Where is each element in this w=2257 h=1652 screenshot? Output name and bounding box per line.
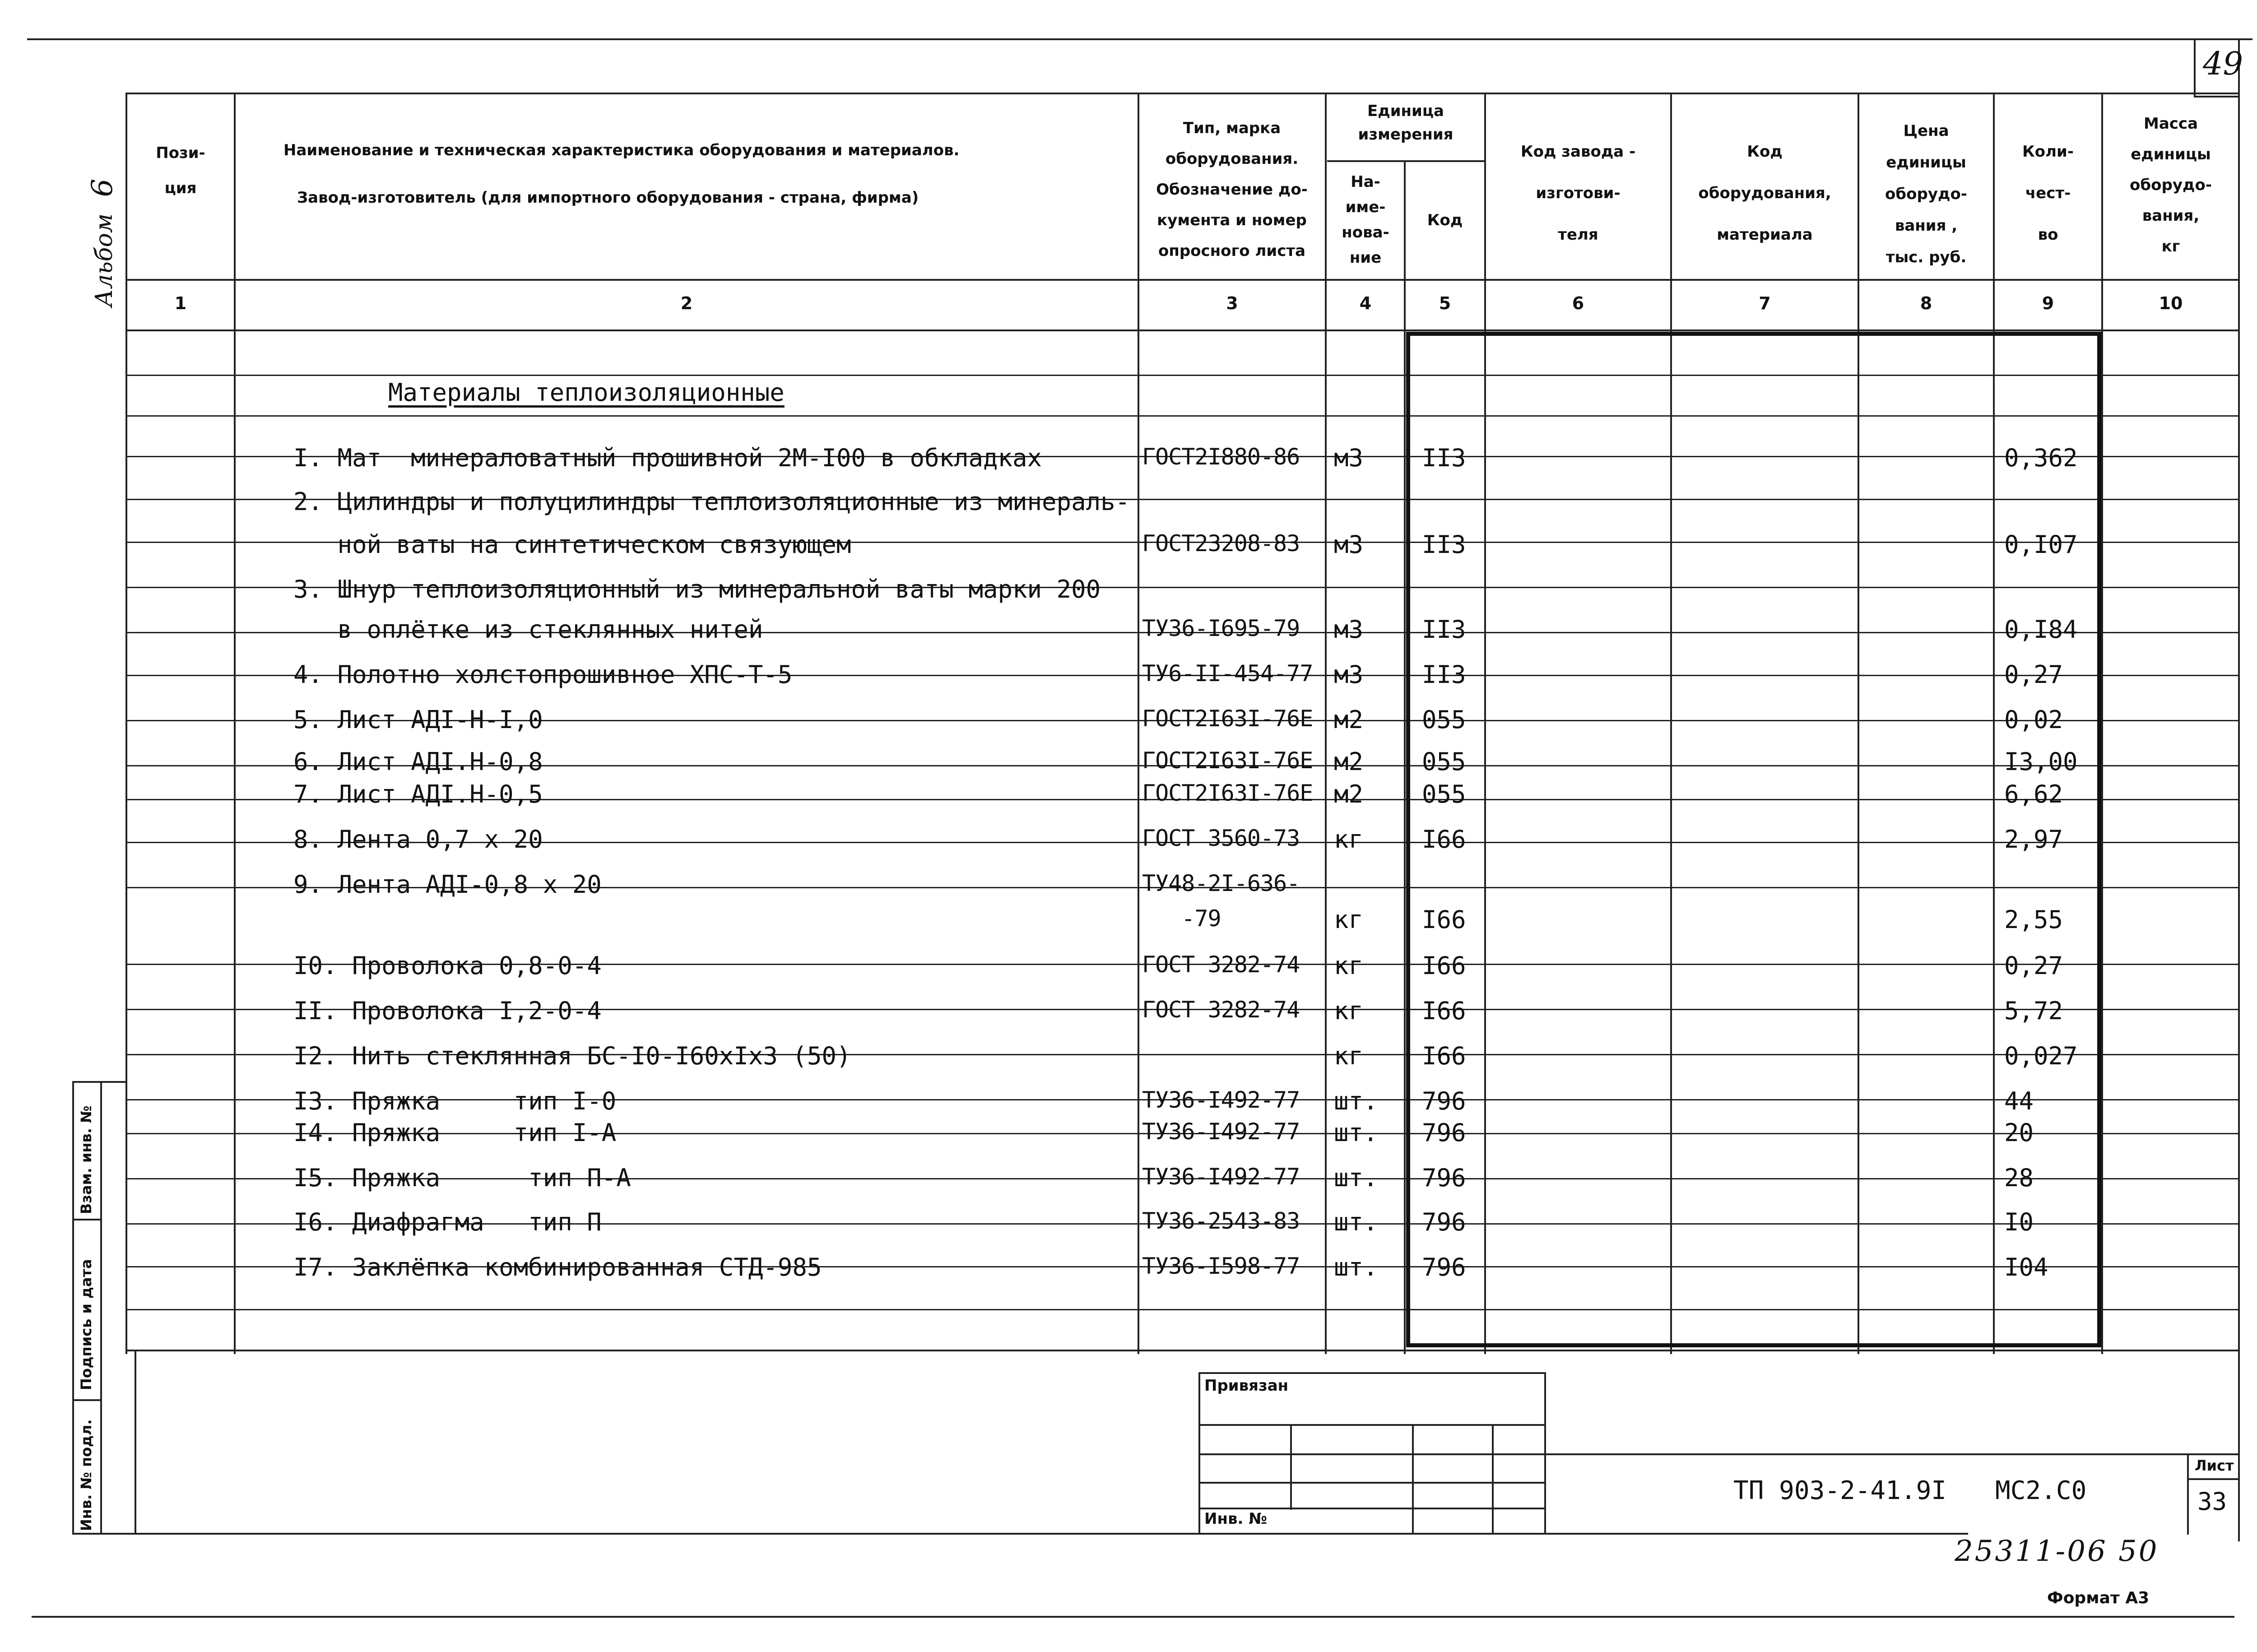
- header-position: Пози- ция: [156, 144, 205, 197]
- tb-sheet-label: Лист: [2195, 1457, 2234, 1474]
- sidebar-top: [72, 1081, 126, 1083]
- row-doc: ТУ36-I598-77: [1142, 1253, 1300, 1279]
- row-unit: м2: [1334, 705, 1364, 734]
- row-code: I66: [1422, 1042, 1466, 1070]
- row-doc: ГОСТ 3282-74: [1142, 951, 1300, 978]
- format-label: Формат А3: [2047, 1589, 2150, 1607]
- sidebar-bottom: [72, 1533, 1968, 1535]
- header-price: Цена единицы оборудо- вания , тыс. руб.: [1885, 122, 1967, 266]
- album-label: [86, 179, 119, 307]
- lower-frame-top: [125, 1350, 2239, 1351]
- section-title: Материалы теплоизоляционные: [388, 378, 785, 407]
- row-unit: кг: [1334, 1042, 1364, 1070]
- row-qty: 0,27: [2004, 660, 2063, 689]
- row-name: I4. Пряжка тип I-А: [293, 1118, 617, 1147]
- sidebar-sign-date: Подпись и дата: [78, 1259, 95, 1390]
- row-code: 796: [1422, 1164, 1466, 1192]
- highlight-box: [1406, 332, 2101, 1347]
- row-qty: 0,027: [2004, 1042, 2078, 1070]
- row-unit: шт.: [1334, 1087, 1378, 1115]
- row-doc: ТУ6-II-454-77: [1142, 660, 1313, 687]
- row-qty: I0: [2004, 1208, 2034, 1236]
- row-code: 055: [1422, 705, 1466, 734]
- row-code: 055: [1422, 780, 1466, 808]
- col-number-8: 8: [1920, 293, 1932, 313]
- row-unit: кг: [1334, 825, 1364, 854]
- tb-inv-label: Инв. №: [1204, 1510, 1268, 1528]
- tb-doc-code: ТП 903-2-41.9I: [1733, 1476, 1947, 1505]
- col-number-6: 6: [1572, 293, 1584, 313]
- col-line-1: [234, 93, 236, 1354]
- row-qty: 44: [2004, 1087, 2034, 1115]
- sidebar-mid: [100, 1081, 102, 1535]
- numbers-bottom: [125, 329, 2239, 331]
- row-doc: ГОСТ23208-83: [1142, 530, 1300, 557]
- row-doc: ГОСТ2I63I-76Е: [1142, 705, 1313, 732]
- row-unit: кг: [1334, 905, 1364, 934]
- header-unit-code: Код: [1427, 211, 1463, 229]
- row-unit: м2: [1334, 780, 1364, 808]
- row-doc: ТУ36-I492-77: [1142, 1118, 1300, 1145]
- page-number-box-left: [2194, 38, 2196, 97]
- row-name: I2. Нить стеклянная БС-I0-I60хIх3 (50): [293, 1042, 851, 1070]
- album-word: Альбом: [91, 213, 118, 307]
- right-border: [2238, 38, 2240, 1541]
- row-unit: кг: [1334, 997, 1364, 1025]
- row-name: 4. Полотно холстопрошивное ХПС-Т-5: [293, 660, 793, 689]
- row-unit: шт.: [1334, 1118, 1378, 1147]
- header-unit-group: Единица измерения: [1358, 102, 1454, 144]
- row-name: I7. Заклёпка комбинированная СТД-985: [293, 1253, 822, 1281]
- row-qty: 2,55: [2004, 905, 2063, 934]
- row-qty: 0,27: [2004, 951, 2063, 980]
- top-border: [27, 38, 2252, 40]
- col-number-1: 1: [174, 293, 187, 313]
- sidebar-vzam: Взам. инв. №: [78, 1105, 95, 1214]
- header-name-line1: Наименование и техническая характеристика оборудования и материалов.: [283, 141, 960, 159]
- row-qty: 5,72: [2004, 997, 2063, 1025]
- col-number-4: 4: [1359, 293, 1372, 313]
- stamp-number: 25311-06 50: [1955, 1535, 2159, 1568]
- tb-vline-3: [1492, 1424, 1494, 1535]
- row-unit: м3: [1334, 530, 1364, 559]
- row-unit: шт.: [1334, 1253, 1378, 1281]
- row-qty: 2,97: [2004, 825, 2063, 854]
- header-quantity: Коли- чест- во: [2022, 143, 2074, 244]
- row-qty: 20: [2004, 1118, 2034, 1147]
- col-line-3: [1325, 93, 1327, 1354]
- header-mass: Масса единицы оборудо- вания, кг: [2130, 115, 2212, 255]
- row-doc: ТУ48-2I-636-: [1142, 870, 1300, 896]
- row-qty: 0,I84: [2004, 615, 2078, 644]
- row-code: 796: [1422, 1208, 1466, 1236]
- row-unit: шт.: [1334, 1164, 1378, 1192]
- row-code: I66: [1422, 905, 1466, 934]
- row-qty: I04: [2004, 1253, 2048, 1281]
- page-number-handwritten: 49: [2203, 45, 2243, 82]
- header-unit-name: На- име- нова- ние: [1342, 173, 1389, 267]
- row-unit: шт.: [1334, 1208, 1378, 1236]
- header-type: Тип, марка оборудования. Обозначение до- кумента и номер опросного листа: [1156, 119, 1308, 260]
- col-number-10: 10: [2159, 293, 2183, 313]
- row-name: 8. Лента 0,7 х 20: [293, 825, 543, 854]
- tb-privyazan: Привязан: [1204, 1377, 1289, 1395]
- album-number: 6: [86, 178, 119, 197]
- row-name: I0. Проволока 0,8-0-4: [293, 951, 602, 980]
- row-qty: 0,I07: [2004, 530, 2078, 559]
- row-code: II3: [1422, 530, 1466, 559]
- header-equipment-code: Код оборудования, материала: [1698, 143, 1831, 244]
- tb-line-1: [1198, 1424, 1546, 1426]
- header-bottom: [125, 279, 2239, 281]
- row-unit: м3: [1334, 660, 1364, 689]
- row-qty: 28: [2004, 1164, 2034, 1192]
- bottom-border: [32, 1616, 2234, 1618]
- tb-line-3: [1198, 1482, 1546, 1484]
- table-top: [125, 93, 2239, 94]
- sidebar-inv-no: Инв. № подл.: [78, 1419, 95, 1531]
- row-code: 055: [1422, 747, 1466, 776]
- row-doc: ГОСТ 3560-73: [1142, 825, 1300, 851]
- row-name: ной ваты на синтетическом связующем: [293, 530, 851, 559]
- row-qty: 0,362: [2004, 444, 2078, 472]
- sidebar-div2: [72, 1399, 100, 1401]
- sidebar-div1: [72, 1219, 100, 1220]
- lower-frame-left: [135, 1350, 136, 1535]
- row-code: II3: [1422, 660, 1466, 689]
- row-doc: ТУ36-I492-77: [1142, 1087, 1300, 1113]
- row-name: в оплётке из стеклянных нитей: [293, 615, 763, 644]
- row-doc: ГОСТ2I880-86: [1142, 444, 1300, 470]
- row-unit: м3: [1334, 444, 1364, 472]
- col-line-0: [125, 93, 127, 1354]
- row-name: 9. Лента АДI-0,8 х 20: [293, 870, 602, 899]
- tb-line-2: [1198, 1453, 1546, 1455]
- row-name: 6. Лист АДI.Н-0,8: [293, 747, 543, 776]
- tb-sheet-left: [2187, 1453, 2189, 1535]
- row-unit: м2: [1334, 747, 1364, 776]
- row-code: 796: [1422, 1253, 1466, 1281]
- row-doc: ГОСТ2I63I-76Е: [1142, 780, 1313, 806]
- tb-line-4: [1198, 1508, 1546, 1509]
- tb-vline-1: [1290, 1424, 1292, 1510]
- col-line-9: [2101, 93, 2103, 1354]
- col-number-7: 7: [1759, 293, 1771, 313]
- row-code: 796: [1422, 1087, 1466, 1115]
- header-factory-code: Код завода - изготови- теля: [1520, 143, 1636, 244]
- row-qty: 6,62: [2004, 780, 2063, 808]
- row-name: 2. Цилиндры и полуцилиндры теплоизоляционные из минераль-: [293, 487, 1130, 516]
- row-code: I66: [1422, 997, 1466, 1025]
- row-doc: ГОСТ 3282-74: [1142, 997, 1300, 1023]
- row-unit: м3: [1334, 615, 1364, 644]
- row-doc: ТУ36-I695-79: [1142, 615, 1300, 641]
- row-name: I3. Пряжка тип I-0: [293, 1087, 617, 1115]
- row-doc: -79: [1142, 905, 1221, 932]
- row-unit: кг: [1334, 951, 1364, 980]
- row-name: I. Мат минераловатный прошивной 2М-I00 в обкладках: [293, 444, 1042, 472]
- col-number-5: 5: [1439, 293, 1451, 313]
- col-number-2: 2: [680, 293, 693, 313]
- row-doc: ТУ36-2543-83: [1142, 1208, 1300, 1234]
- row-qty: 0,02: [2004, 705, 2063, 734]
- tb-right-top: [1546, 1453, 2239, 1455]
- col-line-4: [1404, 160, 1406, 1354]
- row-code: 796: [1422, 1118, 1466, 1147]
- row-code: II3: [1422, 615, 1466, 644]
- header-group-divider: [1327, 160, 1485, 162]
- tb-doc-mark: МС2.С0: [1995, 1476, 2087, 1505]
- row-name: II. Проволока I,2-0-4: [293, 997, 602, 1025]
- row-doc: ГОСТ2I63I-76Е: [1142, 747, 1313, 774]
- row-doc: ТУ36-I492-77: [1142, 1164, 1300, 1190]
- row-code: I66: [1422, 951, 1466, 980]
- row-code: I66: [1422, 825, 1466, 854]
- row-qty: I3,00: [2004, 747, 2078, 776]
- tb-sheet-no: 33: [2197, 1487, 2227, 1516]
- col-line-2: [1138, 93, 1139, 1354]
- col-number-9: 9: [2042, 293, 2054, 313]
- row-name: 3. Шнур теплоизоляционный из минеральной ваты марки 200: [293, 575, 1101, 603]
- header-name-line2: Завод-изготовитель (для импортного оборудования - страна, фирма): [297, 189, 919, 207]
- row-name: I5. Пряжка тип П-А: [293, 1164, 631, 1192]
- tb-sheet-div: [2187, 1478, 2239, 1480]
- page-number-box-bottom: [2194, 96, 2239, 97]
- row-name: 5. Лист АДI-Н-I,0: [293, 705, 543, 734]
- sidebar-left: [72, 1081, 74, 1535]
- col-number-3: 3: [1226, 293, 1238, 313]
- tb-vline-2: [1412, 1424, 1414, 1535]
- row-name: 7. Лист АДI.Н-0,5: [293, 780, 543, 808]
- row-name: I6. Диафрагма тип П: [293, 1208, 602, 1236]
- row-code: II3: [1422, 444, 1466, 472]
